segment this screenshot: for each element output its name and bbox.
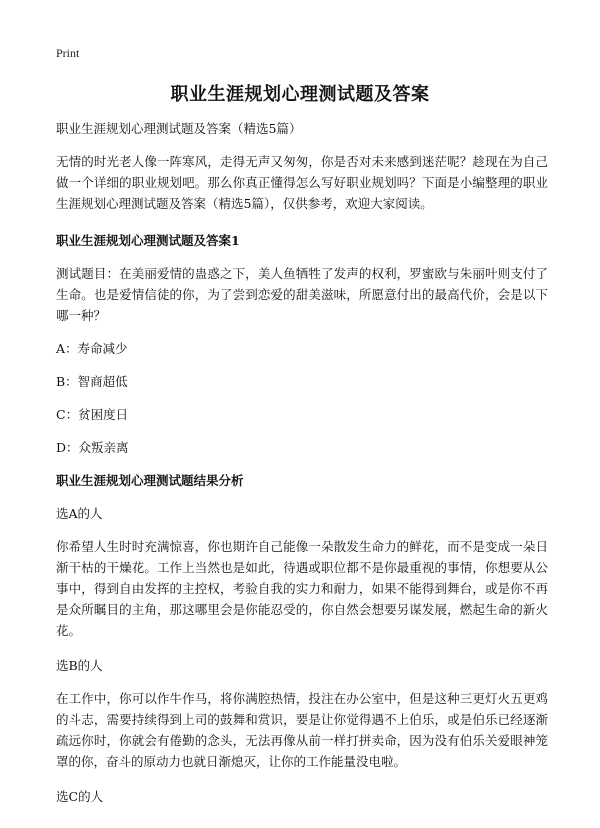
document-body [56, 118, 548, 819]
option-a: A：寿命减少 [56, 341, 128, 356]
section-heading-1: 职业生涯规划心理测试题及答案1 [56, 233, 240, 248]
choice-b-label: 选B的人 [56, 658, 103, 673]
choice-a-label: 选A的人 [56, 506, 103, 521]
choice-b-text: 在工作中，你可以作牛作马，将你满腔热情，投注在办公室中，但是这种三更灯火五更鸡的斗志，需要持续得到上司的鼓舞和赏识，要是让你觉得遇不上伯乐，或是伯乐已经逐渐疏远你时，你就会有倦勤的念头，无法再像从前一样打拼卖命，因为没有伯乐关爱眼神笼罩的你，奋斗的原动力也就日渐熄灭，让你的工作能量没电啦。 [56, 691, 548, 769]
option-d: D：众叛亲离 [56, 440, 129, 455]
choice-c-label: 选C的人 [56, 789, 104, 804]
document-subtitle: 职业生涯规划心理测试题及答案（精选5篇） [56, 121, 302, 136]
page-title: 职业生涯规划心理测试题及答案 [170, 84, 430, 105]
analysis-heading: 职业生涯规划心理测试题结果分析 [56, 473, 244, 488]
option-c: C：贫困度日 [56, 407, 129, 422]
choice-a-text: 你希望人生时时充满惊喜，你也期许自己能像一朵散发生命力的鲜花，而不是变成一朵日渐干枯的干燥花。工作上当然也是如此，待遇或职位都不是你最重视的事情，你想要从公事中，得到自由发挥的主控权，考验自我的实力和耐力，如果不能得到舞台，或是你不再是众所瞩目的主角，那这哪里会是你能忍受的，你自然会想要另谋发展，燃起生命的新火花。 [56, 539, 548, 638]
print-label: Print [56, 46, 80, 60]
option-b: B：智商超低 [56, 374, 128, 389]
intro-paragraph: 无情的时光老人像一阵寒风，走得无声又匆匆，你是否对未来感到迷茫呢？趁现在为自己做一个详细的职业规划吧。那么你真正懂得怎么写好职业规划吗？下面是小编整理的职业生涯规划心理测试题及答案（精选5篇），仅供参考，欢迎大家阅读。 [56, 154, 548, 211]
question-paragraph: 测试题目：在美丽爱情的蛊惑之下，美人鱼牺牲了发声的权利，罗蜜欧与朱丽叶则支付了生命。也是爱情信徒的你，为了尝到恋爱的甜美滋味，所愿意付出的最高代价，会是以下哪一种？ [56, 266, 548, 323]
